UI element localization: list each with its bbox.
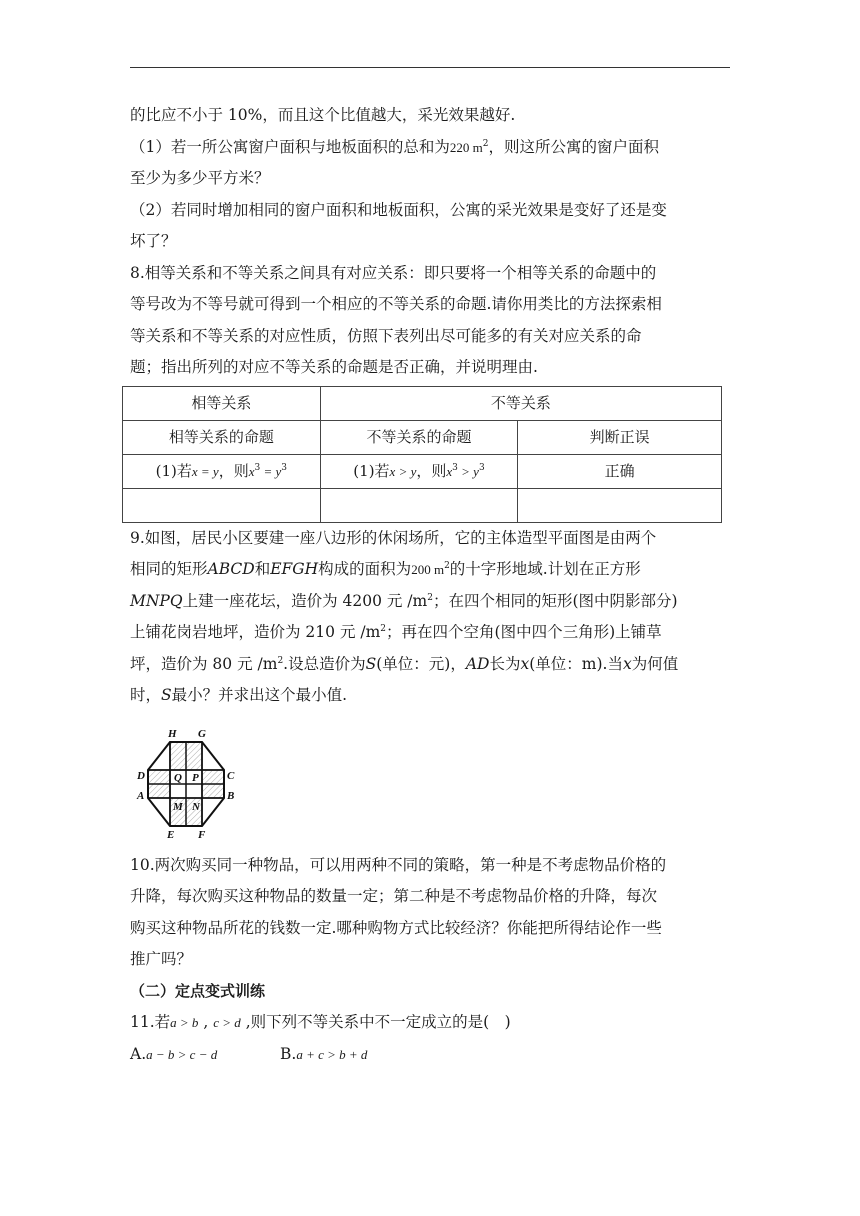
table-header-equal: 相等关系 [123, 386, 321, 420]
label-B: B [227, 789, 235, 802]
label-P: P [192, 771, 199, 784]
question-8: 8.相等关系和不等关系之间具有对应关系：即只要将一个相等关系的命题中的 等号改为不等号就可得到一个相应的不等关系的命题.请你用类比的方法探索相 等关系和不等关系的对应性质，仿照下表列出尽可能多的有关对应关系的命 题；指出所列的对应不等关系的命题是否正确，并说明理由. [130, 263, 662, 376]
q7-continuation: 的比应不小于 10%，而且这个比值越大，采光效果越好. [130, 106, 516, 124]
header-rule [130, 67, 730, 68]
table-cell-empty [320, 488, 518, 522]
question-10: 10.两次购买同一种物品，可以用两种不同的策略，第一种是不考虑物品价格的 升降，每次购买这种物品的数量一定；第二种是不考虑物品价格的升降，每次 购买这种物品所花的钱数一定.哪种购物方式比较经济？你能把所得结论作一些 推广吗？ [130, 855, 667, 968]
table-col-inequal-prop: 不等关系的命题 [320, 420, 518, 454]
q7-part2: （2）若同时增加相同的窗户面积和地板面积，公寓的采光效果是变好了还是变 坏了？ [130, 200, 667, 250]
label-D: D [137, 769, 145, 782]
section-heading: （二）定点变式训练 [130, 981, 266, 1000]
label-F: F [198, 828, 206, 841]
table-cell-equal-1: (1)若x = y，则$x^3 = y^3$ [123, 454, 321, 488]
q7-part1: （1）若一所公寓窗户面积与地板面积的总和为220 $m^2$，则这所公寓的窗户面积 至少为多少平方米？ [130, 137, 659, 187]
table-cell-inequal-1: (1)若x > y，则$x^3 > y^3$ [320, 454, 518, 488]
label-E: E [167, 828, 175, 841]
table-header-inequal: 不等关系 [320, 386, 721, 420]
option-a: A.a − b > c − d [130, 1044, 218, 1063]
table-col-equal-prop: 相等关系的命题 [123, 420, 321, 454]
label-H: H [168, 727, 177, 740]
label-N: N [192, 800, 200, 813]
label-M: M [173, 800, 183, 813]
table-cell-judge-1: 正确 [518, 454, 722, 488]
table-cell-empty [123, 488, 321, 522]
table-cell-empty [518, 488, 722, 522]
label-Q: Q [174, 771, 182, 784]
option-b: B.a + c > b + d [280, 1044, 368, 1063]
relation-table [122, 386, 722, 523]
question-9: 9.如图，居民小区要建一座八边形的休闲场所，它的主体造型平面图是由两个 相同的矩形ABCD和EFGH构成的面积为200 $m^2$的十字形地域.计划在正方形 MNPQ上建一座花坛，造价为 4200 元 $/m^2$；在四个相同的矩形(图中阴影部分) 上铺花岗岩地坪，造价为 210 元 $/m^2$；再在四个空角(图中四个三角形)上铺草 坪，造价为 80 元 $/m^2$.设总造价为S(单位：元)，AD长为x(单位：m).当x为何值 时，S最小？并求出这个最小值. [130, 528, 679, 704]
document-body [130, 100, 730, 1070]
label-C: C [227, 769, 235, 782]
table-col-judge: 判断正误 [518, 420, 722, 454]
options-row [130, 1039, 730, 1071]
octagon-cross-figure [134, 724, 244, 844]
label-A: A [137, 789, 145, 802]
label-G: G [198, 727, 206, 740]
question-11: 11.若a > b , c > d ,则下列不等关系中不一定成立的是( ) [130, 1013, 511, 1031]
